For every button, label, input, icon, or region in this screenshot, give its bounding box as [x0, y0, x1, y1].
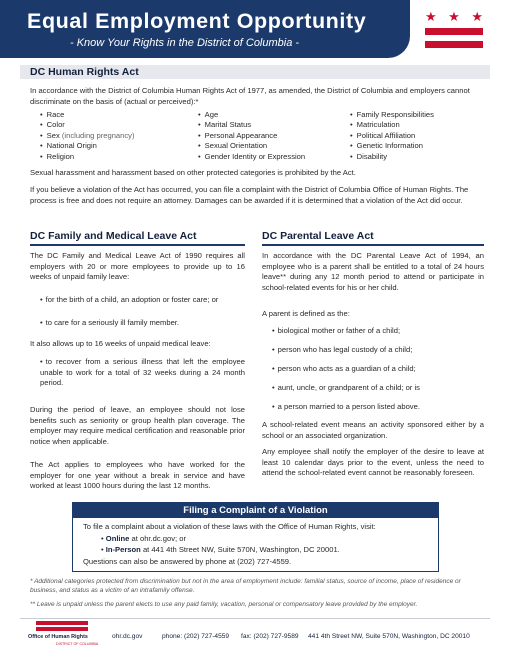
list-item: • Age: [198, 110, 305, 120]
star-icon: ★: [471, 9, 483, 24]
footnote-1: * Additional categories protected from discrimination but not in the area of employment include: familial status, source of income, place of residence or business, and status as a victim of an intrafamily offense.: [30, 578, 461, 595]
divider: [262, 244, 484, 246]
flag-stripes-icon: [36, 621, 88, 633]
dc-flag-icon: [425, 10, 483, 48]
list-item: • a person married to a person listed above.: [272, 402, 420, 411]
list-item: • person who acts as a guardian of a child;: [272, 364, 416, 373]
protected-list-col3: [350, 110, 434, 162]
list-item: • Color: [40, 120, 135, 130]
fmla-heading: DC Family and Medical Leave Act: [30, 230, 197, 242]
list-item: • Personal Appearance: [198, 131, 305, 141]
list-item: • Matriculation: [350, 120, 434, 130]
complaint-box: [72, 502, 439, 572]
complaint-heading: Filing a Complaint of a Violation: [73, 503, 438, 518]
complaint-intro: To file a complaint about a violation of these laws with the Office of Human Rights, visit:: [83, 522, 376, 531]
list-item: • Family Responsibilities: [350, 110, 434, 120]
footer-website[interactable]: ohr.dc.gov: [112, 633, 143, 640]
list-item: • Sexual Orientation: [198, 141, 305, 151]
footer-fax: fax: (202) 727-9589: [241, 633, 299, 640]
footnote-2: ** Leave is unpaid unless the parent elects to use any paid family, vacation, personal or compensatory leave provided by the employer.: [30, 601, 418, 608]
parental-p2: A parent is defined as the:: [262, 309, 350, 318]
parental-p1: In accordance with the DC Parental Leave Act of 1994, an employee who is a parent shall be entitled to a total of 24 hours leave** during any 12 month period to attend or participate in school-related events for his or her child.: [262, 251, 484, 292]
protected-list-col1: [40, 110, 135, 162]
parental-heading: DC Parental Leave Act: [262, 230, 374, 242]
fmla-p2: It also allows up to 16 weeks of unpaid medical leave:: [30, 339, 211, 348]
list-item: • Sex (including pregnancy): [40, 131, 135, 141]
list-item: • person who has legal custody of a child;: [272, 345, 413, 354]
page-subtitle: - Know Your Rights in the District of Columbia -: [70, 37, 300, 49]
dchra-heading: DC Human Rights Act: [30, 66, 139, 78]
divider: [30, 244, 245, 246]
complaint-inperson: • In-Person at 441 4th Street NW, Suite 570N, Washington, DC 20001.: [101, 545, 340, 554]
parental-p3: A school-related event means an activity sponsored either by a school or an associated organization.: [262, 420, 484, 440]
list-item: • Marital Status: [198, 120, 305, 130]
list-item: • Race: [40, 110, 135, 120]
star-icon: ★: [448, 9, 460, 24]
list-item: • aunt, uncle, or grandparent of a child; or is: [272, 383, 420, 392]
footer-phone: phone: (202) 727-4559: [162, 633, 230, 640]
complaint-online: • Online at ohr.dc.gov; or: [101, 534, 187, 543]
star-icon: ★: [425, 9, 437, 24]
violation-text: If you believe a violation of the Act has occurred, you can file a complaint with the District of Columbia Office of Human Rights. The process is free and does not require an attorney. Damages can be awarded if it is determined that a violation of the Act did occur.: [30, 185, 469, 205]
header-banner: [0, 0, 410, 58]
list-item: • to recover from a serious illness that left the employee unable to work for a total of 32 weeks during a 24 month period.: [40, 357, 245, 388]
list-item: • Religion: [40, 152, 135, 162]
complaint-phone: Questions can also be answered by phone at (202) 727-4559.: [83, 557, 292, 566]
list-item: • Disability: [350, 152, 434, 162]
page-title: Equal Employment Opportunity: [27, 9, 367, 33]
ohr-logo: Office of Human Rights DISTRICT OF COLUMBIA: [28, 619, 98, 651]
list-item: • Gender Identity or Expression: [198, 152, 305, 162]
online-link[interactable]: Online: [105, 534, 130, 543]
list-item: • for the birth of a child, an adoption or foster care; or: [40, 295, 219, 304]
list-item: • biological mother or father of a child;: [272, 326, 401, 335]
dchra-intro: In accordance with the District of Columbia Human Rights Act of 1977, as amended, the District of Columbia and employers cannot discriminate on the basis of (actual or perceived):*: [30, 86, 470, 106]
list-item: • National Origin: [40, 141, 135, 151]
fmla-p4: The Act applies to employees who have worked for the employer for one year without a break in service and have worked at least 1000 hours during the last 12 months.: [30, 460, 245, 491]
harassment-text: Sexual harassment and harassment based on other protected categories is prohibited by the Act.: [30, 168, 356, 177]
list-item: • to care for a seriously ill family member.: [40, 318, 180, 327]
sex-note: (including pregnancy): [61, 130, 135, 140]
parental-p4: Any employee shall notify the employer of the desire to leave at least 10 calendar days prior to the event, unless the need to attend the school-related event cannot be reasonably foreseen.: [262, 447, 484, 478]
fmla-p1: The DC Family and Medical Leave Act of 1990 requires all employers with 20 or more employees to provide up to 16 weeks of unpaid family leave:: [30, 251, 245, 282]
list-item: • Political Affiliation: [350, 131, 434, 141]
list-item: • Genetic Information: [350, 141, 434, 151]
protected-list-col2: [198, 110, 305, 162]
footer-address: 441 4th Street NW, Suite 570N, Washington, DC 20010: [308, 633, 470, 640]
fmla-p3: During the period of leave, an employee should not lose benefits such as seniority or group health plan coverage. The employer may require medical certification and reasonable prior notice when applicable.: [30, 405, 245, 446]
